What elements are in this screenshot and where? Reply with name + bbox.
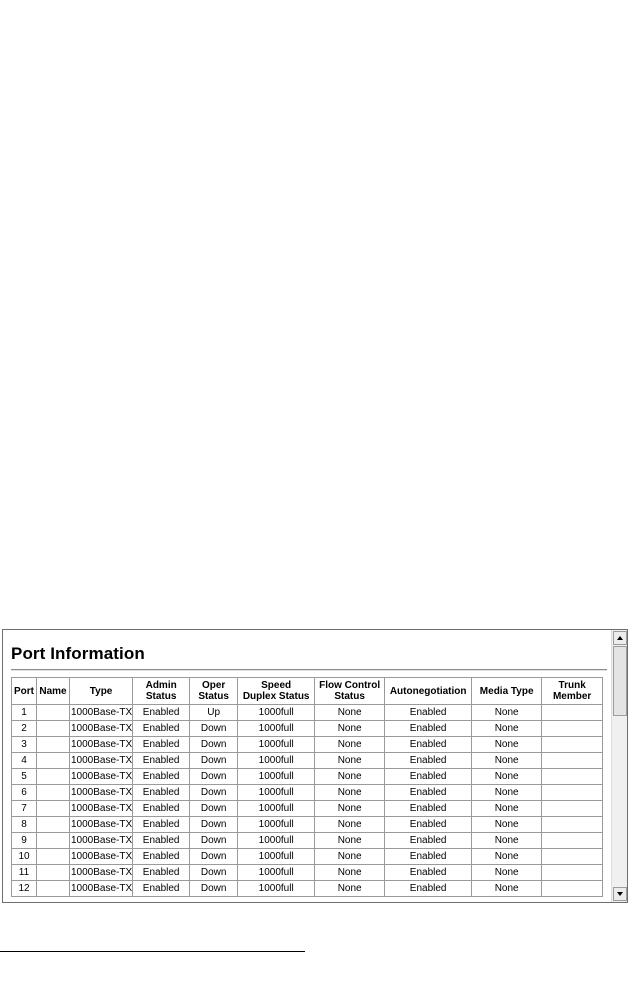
cell-name (37, 865, 70, 881)
cell-name (37, 785, 70, 801)
cell-name (37, 753, 70, 769)
cell-name (37, 769, 70, 785)
cell-autonegotiation: Enabled (385, 785, 472, 801)
cell-admin-status: Enabled (133, 769, 190, 785)
cell-type: 1000Base-TX (70, 833, 133, 849)
cell-admin-status: Enabled (133, 849, 190, 865)
cell-port: 10 (12, 849, 37, 865)
table-row (12, 721, 603, 737)
cell-name (37, 721, 70, 737)
header-oper-status: Oper Status (190, 678, 238, 705)
header-trunk-member: Trunk Member (542, 678, 603, 705)
header-type: Type (70, 678, 133, 705)
arrow-down-icon (617, 892, 623, 896)
cell-type: 1000Base-TX (70, 865, 133, 881)
cell-port: 12 (12, 881, 37, 897)
cell-admin-status: Enabled (133, 721, 190, 737)
table-row (12, 705, 603, 721)
cell-flow-control: None (315, 737, 385, 753)
cell-admin-status: Enabled (133, 817, 190, 833)
cell-media-type: None (472, 833, 542, 849)
cell-name (37, 833, 70, 849)
table-row (12, 881, 603, 897)
table-row (12, 737, 603, 753)
cell-flow-control: None (315, 801, 385, 817)
scroll-up-button[interactable] (613, 631, 627, 645)
scroll-down-button[interactable] (613, 887, 627, 901)
header-name: Name (37, 678, 70, 705)
cell-speed-duplex: 1000full (238, 833, 315, 849)
table-header-row (12, 678, 603, 705)
cell-autonegotiation: Enabled (385, 705, 472, 721)
table-row (12, 849, 603, 865)
cell-speed-duplex: 1000full (238, 865, 315, 881)
cell-speed-duplex: 1000full (238, 849, 315, 865)
cell-type: 1000Base-TX (70, 817, 133, 833)
footnote-divider (0, 951, 305, 952)
cell-speed-duplex: 1000full (238, 801, 315, 817)
header-media-type: Media Type (472, 678, 542, 705)
cell-media-type: None (472, 737, 542, 753)
cell-media-type: None (472, 753, 542, 769)
cell-autonegotiation: Enabled (385, 753, 472, 769)
table-row (12, 785, 603, 801)
header-flow-control-status: Flow Control Status (315, 678, 385, 705)
cell-oper-status: Down (190, 817, 238, 833)
cell-port: 7 (12, 801, 37, 817)
cell-type: 1000Base-TX (70, 721, 133, 737)
cell-autonegotiation: Enabled (385, 881, 472, 897)
vertical-scrollbar[interactable] (611, 630, 627, 902)
scroll-thumb[interactable] (613, 646, 627, 716)
cell-type: 1000Base-TX (70, 785, 133, 801)
cell-admin-status: Enabled (133, 753, 190, 769)
cell-autonegotiation: Enabled (385, 817, 472, 833)
cell-name (37, 705, 70, 721)
table-row (12, 801, 603, 817)
cell-name (37, 801, 70, 817)
cell-type: 1000Base-TX (70, 705, 133, 721)
cell-flow-control: None (315, 833, 385, 849)
cell-oper-status: Up (190, 705, 238, 721)
cell-type: 1000Base-TX (70, 801, 133, 817)
cell-speed-duplex: 1000full (238, 753, 315, 769)
cell-autonegotiation: Enabled (385, 769, 472, 785)
cell-admin-status: Enabled (133, 785, 190, 801)
cell-admin-status: Enabled (133, 801, 190, 817)
cell-admin-status: Enabled (133, 833, 190, 849)
cell-speed-duplex: 1000full (238, 881, 315, 897)
table-row (12, 833, 603, 849)
cell-media-type: None (472, 705, 542, 721)
cell-oper-status: Down (190, 721, 238, 737)
content-pane (3, 630, 612, 902)
cell-autonegotiation: Enabled (385, 721, 472, 737)
cell-port: 5 (12, 769, 37, 785)
cell-media-type: None (472, 849, 542, 865)
cell-media-type: None (472, 865, 542, 881)
cell-trunk-member (542, 753, 603, 769)
cell-trunk-member (542, 769, 603, 785)
cell-type: 1000Base-TX (70, 753, 133, 769)
cell-name (37, 817, 70, 833)
cell-port: 11 (12, 865, 37, 881)
cell-media-type: None (472, 769, 542, 785)
cell-type: 1000Base-TX (70, 737, 133, 753)
header-autonegotiation: Autonegotiation (385, 678, 472, 705)
cell-port: 6 (12, 785, 37, 801)
table-row (12, 865, 603, 881)
cell-oper-status: Down (190, 881, 238, 897)
cell-oper-status: Down (190, 769, 238, 785)
cell-media-type: None (472, 801, 542, 817)
table-row (12, 817, 603, 833)
cell-admin-status: Enabled (133, 865, 190, 881)
table-row (12, 753, 603, 769)
cell-name (37, 849, 70, 865)
cell-oper-status: Down (190, 865, 238, 881)
cell-trunk-member (542, 833, 603, 849)
cell-trunk-member (542, 817, 603, 833)
cell-speed-duplex: 1000full (238, 769, 315, 785)
header-admin-status: Admin Status (133, 678, 190, 705)
arrow-up-icon (617, 636, 623, 640)
cell-port: 4 (12, 753, 37, 769)
page-title: Port Information (11, 644, 145, 663)
cell-flow-control: None (315, 785, 385, 801)
cell-speed-duplex: 1000full (238, 785, 315, 801)
cell-type: 1000Base-TX (70, 881, 133, 897)
cell-admin-status: Enabled (133, 705, 190, 721)
cell-trunk-member (542, 849, 603, 865)
cell-trunk-member (542, 865, 603, 881)
cell-trunk-member (542, 721, 603, 737)
table-row (12, 769, 603, 785)
cell-trunk-member (542, 737, 603, 753)
cell-flow-control: None (315, 753, 385, 769)
port-information-window (2, 629, 628, 903)
cell-autonegotiation: Enabled (385, 737, 472, 753)
cell-type: 1000Base-TX (70, 769, 133, 785)
cell-port: 1 (12, 705, 37, 721)
cell-oper-status: Down (190, 849, 238, 865)
cell-autonegotiation: Enabled (385, 801, 472, 817)
cell-flow-control: None (315, 817, 385, 833)
cell-oper-status: Down (190, 833, 238, 849)
cell-oper-status: Down (190, 737, 238, 753)
cell-media-type: None (472, 785, 542, 801)
cell-flow-control: None (315, 769, 385, 785)
cell-speed-duplex: 1000full (238, 721, 315, 737)
cell-admin-status: Enabled (133, 881, 190, 897)
cell-trunk-member (542, 881, 603, 897)
cell-media-type: None (472, 721, 542, 737)
cell-port: 2 (12, 721, 37, 737)
cell-trunk-member (542, 801, 603, 817)
cell-trunk-member (542, 785, 603, 801)
title-divider (11, 669, 607, 671)
cell-speed-duplex: 1000full (238, 737, 315, 753)
cell-admin-status: Enabled (133, 737, 190, 753)
cell-autonegotiation: Enabled (385, 849, 472, 865)
cell-oper-status: Down (190, 753, 238, 769)
cell-flow-control: None (315, 865, 385, 881)
cell-media-type: None (472, 881, 542, 897)
port-information-table (11, 677, 603, 897)
cell-speed-duplex: 1000full (238, 817, 315, 833)
cell-oper-status: Down (190, 801, 238, 817)
cell-name (37, 881, 70, 897)
cell-type: 1000Base-TX (70, 849, 133, 865)
cell-flow-control: None (315, 849, 385, 865)
cell-port: 9 (12, 833, 37, 849)
cell-oper-status: Down (190, 785, 238, 801)
cell-flow-control: None (315, 721, 385, 737)
cell-flow-control: None (315, 881, 385, 897)
cell-media-type: None (472, 817, 542, 833)
cell-name (37, 737, 70, 753)
cell-port: 8 (12, 817, 37, 833)
cell-flow-control: None (315, 705, 385, 721)
cell-port: 3 (12, 737, 37, 753)
header-port: Port (12, 678, 37, 705)
header-speed-duplex-status: Speed Duplex Status (238, 678, 315, 705)
cell-autonegotiation: Enabled (385, 865, 472, 881)
cell-autonegotiation: Enabled (385, 833, 472, 849)
port-table-body (12, 705, 603, 897)
cell-trunk-member (542, 705, 603, 721)
cell-speed-duplex: 1000full (238, 705, 315, 721)
